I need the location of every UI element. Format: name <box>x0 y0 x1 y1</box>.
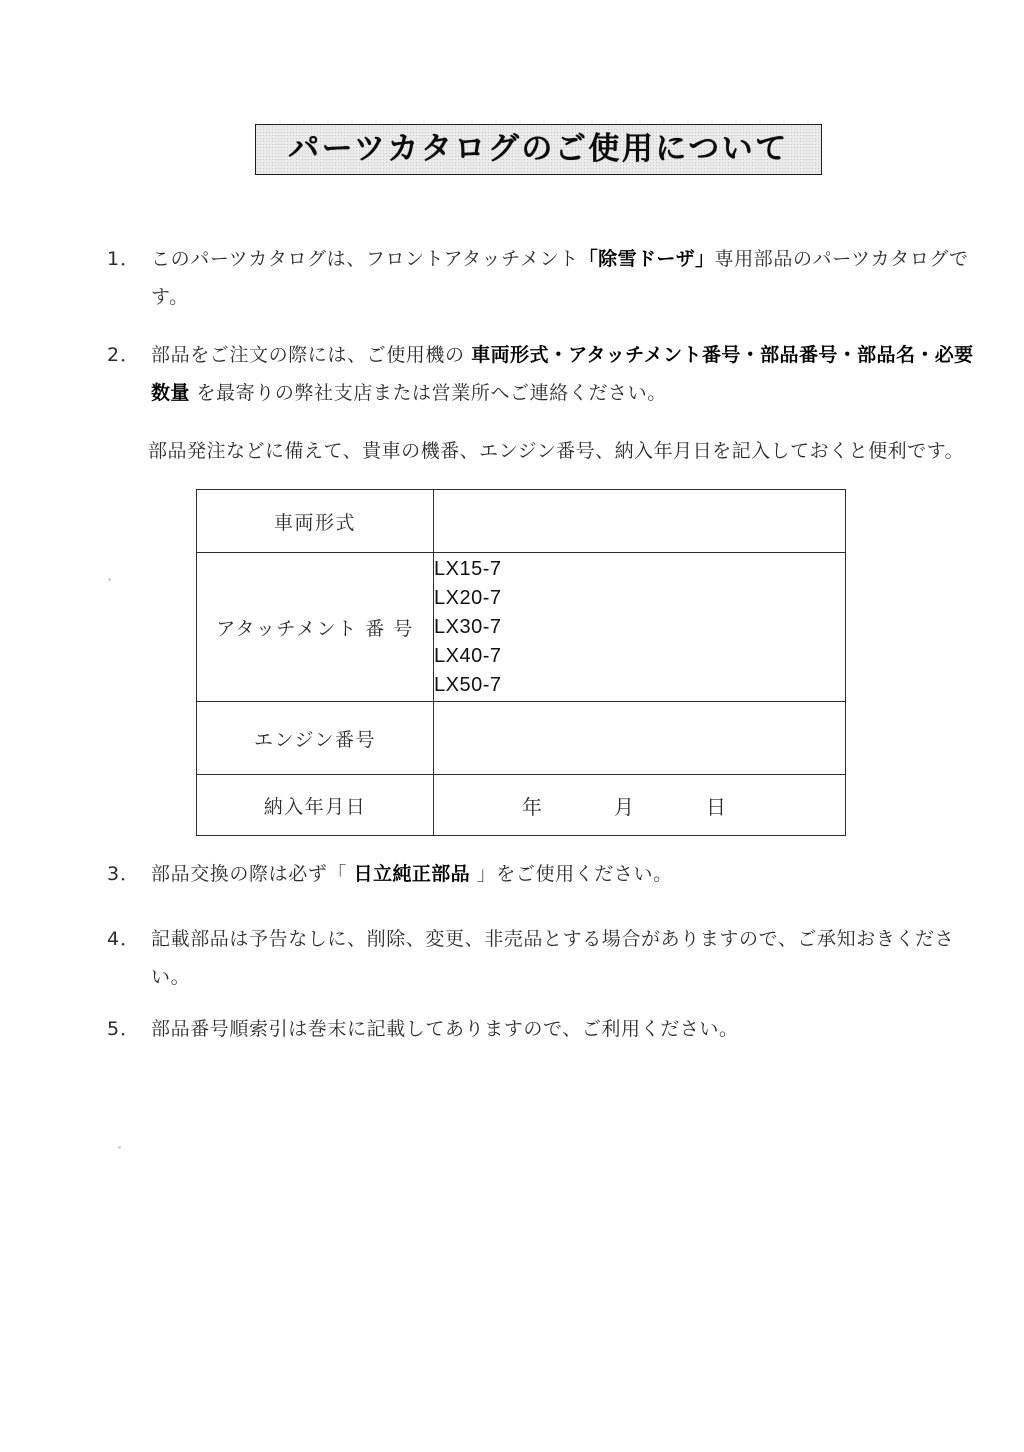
label-vehicle-type: 車両形式 <box>197 490 434 553</box>
list-item-3-bold: 日立純正部品 <box>353 863 471 885</box>
list-item-1 <box>107 240 977 316</box>
list-item-3-text <box>151 855 673 893</box>
list-item-4-number: 4． <box>107 928 141 950</box>
list-item-2 <box>107 336 987 412</box>
list-item-1-text-before: このパーツカタログは、フロントアタッチメント <box>151 248 579 270</box>
scan-speck <box>118 1146 121 1149</box>
list-item-4-text: 記載部品は予告なしに、削除、変更、非売品とする場合がありますので、ご承知おきください。 <box>151 928 955 988</box>
value-delivery-date[interactable] <box>434 775 846 836</box>
note-text: 部品発注などに備えて、貴車の機番、エンジン番号、納入年月日を記入しておくと便利です。 <box>148 440 965 462</box>
list-item-2-text-after: を最寄りの弊社支店または営業所へご連絡ください。 <box>189 382 667 404</box>
document-title-box <box>255 124 822 175</box>
page-title: パーツカタログのご使用について <box>288 131 789 167</box>
list-item-5-text: 部品番号順索引は巻末に記載してありますので、ご利用ください。 <box>151 1018 739 1040</box>
list-item-2-text <box>151 336 987 412</box>
table-row-vehicle-type <box>197 490 846 553</box>
date-field-month: 月 <box>614 794 634 819</box>
list-item-3-text-after: 」をご使用ください。 <box>470 863 673 885</box>
label-engine-number: エンジン番号 <box>197 702 434 775</box>
list-item-3 <box>107 855 977 893</box>
value-vehicle-type[interactable] <box>434 490 846 553</box>
list-item-1-bold: 「除雪ドーザ」 <box>578 248 715 270</box>
list-item-4 <box>107 920 987 996</box>
table-row-delivery-date <box>197 775 846 836</box>
list-item-2-bold: 車両形式・アタッチメント番号・部品番号・部品名・必要数量 <box>151 344 974 404</box>
attachment-number-item: LX50-7 <box>434 673 502 696</box>
attachment-number-item: LX15-7 <box>434 557 502 580</box>
vehicle-info-table <box>196 489 846 836</box>
list-item-2-text-before: 部品をご注文の際には、ご使用機の <box>151 344 472 366</box>
list-item-5 <box>107 1010 977 1048</box>
table-row-engine-number <box>197 702 846 775</box>
list-item-2-number: 2． <box>107 344 141 366</box>
delivery-date-fields <box>434 791 845 820</box>
attachment-number-list <box>434 556 845 699</box>
list-item-1-number: 1． <box>107 248 141 270</box>
date-field-year: 年 <box>522 794 542 819</box>
attachment-number-item: LX30-7 <box>434 615 502 638</box>
list-item-1-text-after: 専用部品のパーツカタログです。 <box>151 248 969 308</box>
list-item-3-number: 3． <box>107 863 141 885</box>
label-delivery-date: 納入年月日 <box>197 775 434 836</box>
label-attachment-number: アタッチメント 番 号 <box>197 553 434 702</box>
table-row-attachment-number <box>197 553 846 702</box>
value-engine-number[interactable] <box>434 702 846 775</box>
list-item-3-text-before: 部品交換の際は必ず「 <box>151 863 354 885</box>
attachment-number-item: LX40-7 <box>434 644 502 667</box>
date-field-day: 日 <box>706 794 726 819</box>
value-attachment-number[interactable] <box>434 553 846 702</box>
attachment-number-item: LX20-7 <box>434 586 502 609</box>
list-item-5-number: 5． <box>107 1018 141 1040</box>
list-item-1-text <box>151 240 977 316</box>
scan-speck <box>108 578 111 581</box>
